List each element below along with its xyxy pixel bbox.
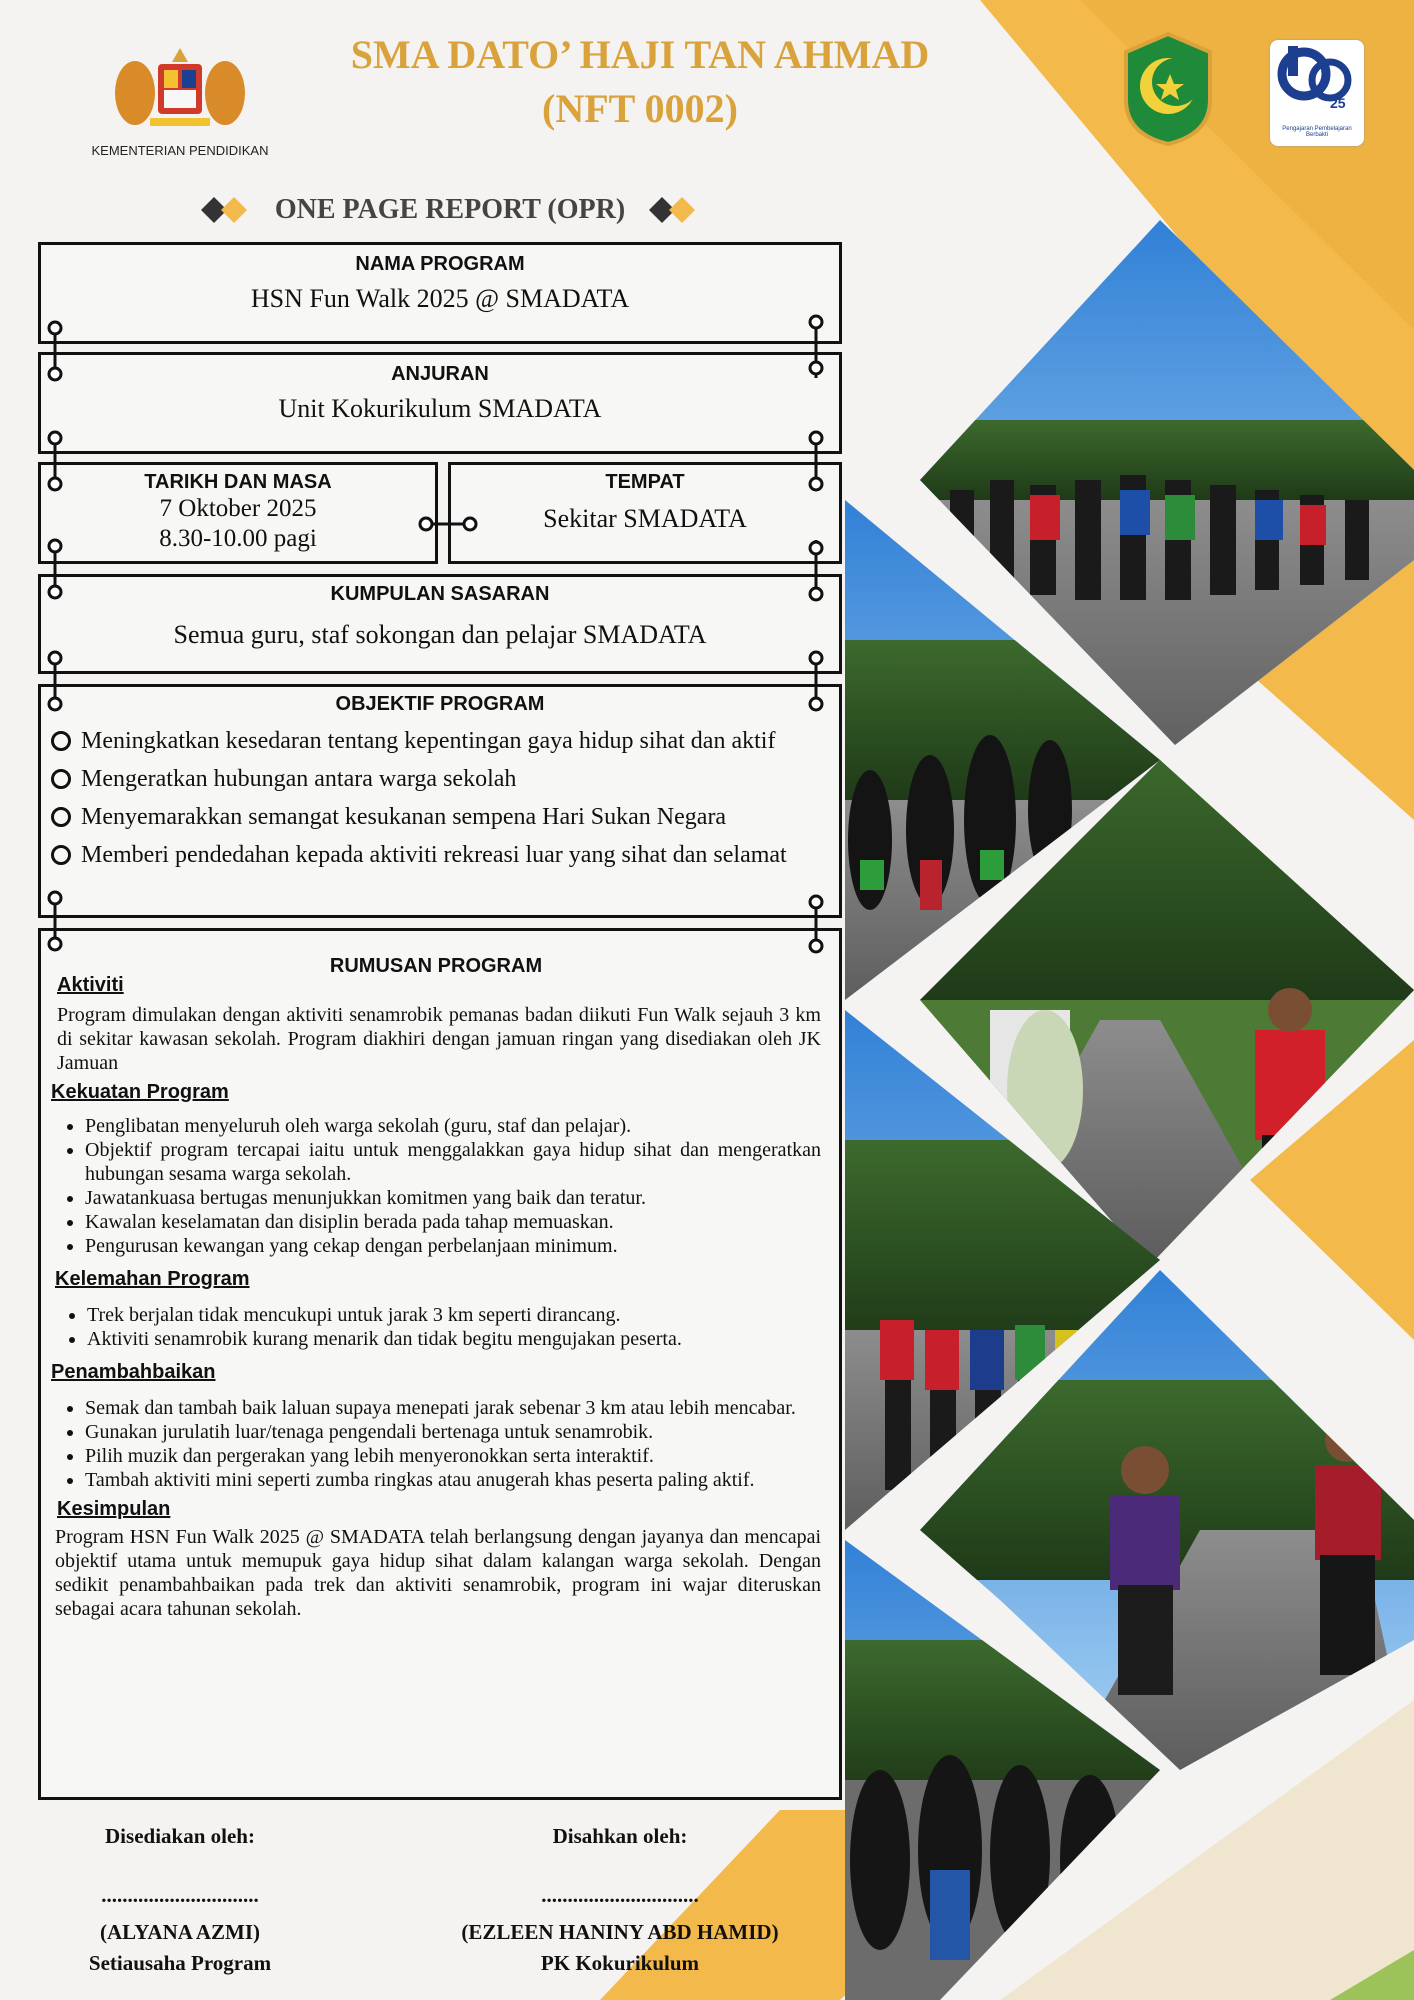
prepared-signature-line: ..............................	[101, 1883, 259, 1907]
objective-text: Meningkatkan kesedaran tentang kepentingan gaya hidup sihat dan aktif	[81, 727, 776, 754]
approved-by-block	[420, 1824, 820, 1976]
crescent-star-emblem-icon	[1118, 30, 1218, 148]
approved-name: (EZLEEN HANINY ABD HAMID)	[461, 1920, 779, 1944]
weaknesses-list	[51, 1303, 821, 1351]
strengths-list	[51, 1114, 821, 1258]
state-logo	[1118, 30, 1218, 148]
activity-title: Aktiviti	[57, 974, 124, 996]
strength-item: • Pengurusan kewangan yang cekap dengan perbelanjaan minimum.	[85, 1234, 821, 1258]
weakness-item: • Aktiviti senamrobik kurang menarik dan tidak begitu mengujakan peserta.	[87, 1327, 821, 1351]
summary-label: RUMUSAN PROGRAM	[329, 955, 543, 977]
activity-text: Program dimulakan dengan aktiviti senamrobik pemanas badan diikuti Fun Walk sejauh 3 km di sekitar kawasan sekolah. Program diakhiri dengan jamuan ringan yang disediakan oleh JK Jamuan	[57, 1004, 821, 1074]
anniversary-caption: Pengajaran Pembelajaran Berbakti	[1282, 126, 1352, 138]
ministry-label: KEMENTERIAN PENDIDIKAN	[91, 143, 269, 158]
prepared-role: Setiausaha Program	[88, 1951, 272, 1975]
anniversary-number: 25	[1330, 95, 1346, 111]
date-time-label: TARIKH DAN MASA	[144, 471, 332, 493]
objective-text: Mengeratkan hubungan antara warga sekolah	[81, 765, 517, 792]
objective-text: Memberi pendedahan kepada aktiviti rekreasi luar yang sihat dan selamat	[81, 841, 787, 868]
time-value: 8.30-10.00 pagi	[159, 525, 317, 552]
target-group-value: Semua guru, staf sokongan dan pelajar SMADATA	[173, 620, 707, 649]
box-connectors	[0, 0, 860, 960]
date-value: 7 Oktober 2025	[159, 495, 317, 522]
strength-item: • Jawatankuasa bertugas menunjukkan komitmen yang baik dan teratur.	[85, 1186, 821, 1210]
strength-item: • Kawalan keselamatan dan disiplin berada pada tahap memuaskan.	[85, 1210, 821, 1234]
school-name: SMA DATO’ HAJI TAN AHMAD	[350, 32, 930, 77]
strength-item: • Penglibatan menyeluruh oleh warga sekolah (guru, staf dan pelajar).	[85, 1114, 821, 1138]
target-group-label: KUMPULAN SASARAN	[330, 583, 550, 605]
venue-value: Sekitar SMADATA	[543, 504, 747, 533]
summary-box	[38, 928, 842, 1800]
improvements-title: Penambahbaikan	[51, 1361, 216, 1383]
prepared-by-label: Disediakan oleh:	[105, 1824, 255, 1848]
improvements-list	[51, 1396, 821, 1492]
approved-signature-line: ..............................	[541, 1883, 699, 1907]
report-title: ONE PAGE REPORT (OPR)	[274, 194, 626, 225]
improvement-item: • Pilih muzik dan pergerakan yang lebih menyeronokkan serta interaktif.	[85, 1444, 821, 1468]
school-code: (NFT 0002)	[542, 86, 738, 131]
objective-text: Menyemarakkan semangat kesukanan sempena Hari Sukan Negara	[81, 803, 727, 830]
weakness-item: • Trek berjalan tidak mencukupi untuk jarak 3 km seperti dirancang.	[87, 1303, 821, 1327]
conclusion-text: Program HSN Fun Walk 2025 @ SMADATA telah berlangsung dengan jayanya dan mencapai objektif utama untuk memupuk gaya hidup sihat dalam kalangan warga sekolah. Dengan sedikit penambahbaikan pada trek dan aktiviti senamrobik, program ini wajar diteruskan sebagai acara tahunan sekolah.	[55, 1526, 821, 1620]
prepared-by-block	[50, 1824, 310, 1976]
anniversary-logo	[1270, 40, 1364, 146]
organizer-value: Unit Kokurikulum SMADATA	[278, 394, 602, 423]
improvement-item: • Semak dan tambah baik laluan supaya menepati jarak sebenar 3 km atau lebih mencabar.	[85, 1396, 821, 1420]
organizer-label: ANJURAN	[391, 363, 489, 385]
program-name-label: NAMA PROGRAM	[355, 253, 525, 275]
approved-role: PK Kokurikulum	[540, 1951, 700, 1975]
strengths-title: Kekuatan Program	[51, 1081, 229, 1103]
venue-label: TEMPAT	[605, 471, 685, 493]
prepared-name: (ALYANA AZMI)	[99, 1920, 261, 1944]
objectives-label: OBJEKTIF PROGRAM	[335, 693, 545, 715]
approved-by-label: Disahkan oleh:	[552, 1824, 688, 1848]
improvement-item: • Gunakan jurulatih luar/tenaga pengendali bertenaga untuk senamrobik.	[85, 1420, 821, 1444]
strength-item: • Objektif program tercapai iaitu untuk menggalakkan gaya hidup sihat dan mengeratkan hubungan sesama warga sekolah.	[85, 1138, 821, 1186]
anniversary-25-icon	[1270, 40, 1364, 120]
conclusion-title: Kesimpulan	[57, 1498, 171, 1520]
weaknesses-title: Kelemahan Program	[55, 1268, 250, 1290]
improvement-item: • Tambah aktiviti mini seperti zumba ringkas atau anugerah khas peserta paling aktif.	[85, 1468, 821, 1492]
program-name-value: HSN Fun Walk 2025 @ SMADATA	[250, 284, 630, 313]
